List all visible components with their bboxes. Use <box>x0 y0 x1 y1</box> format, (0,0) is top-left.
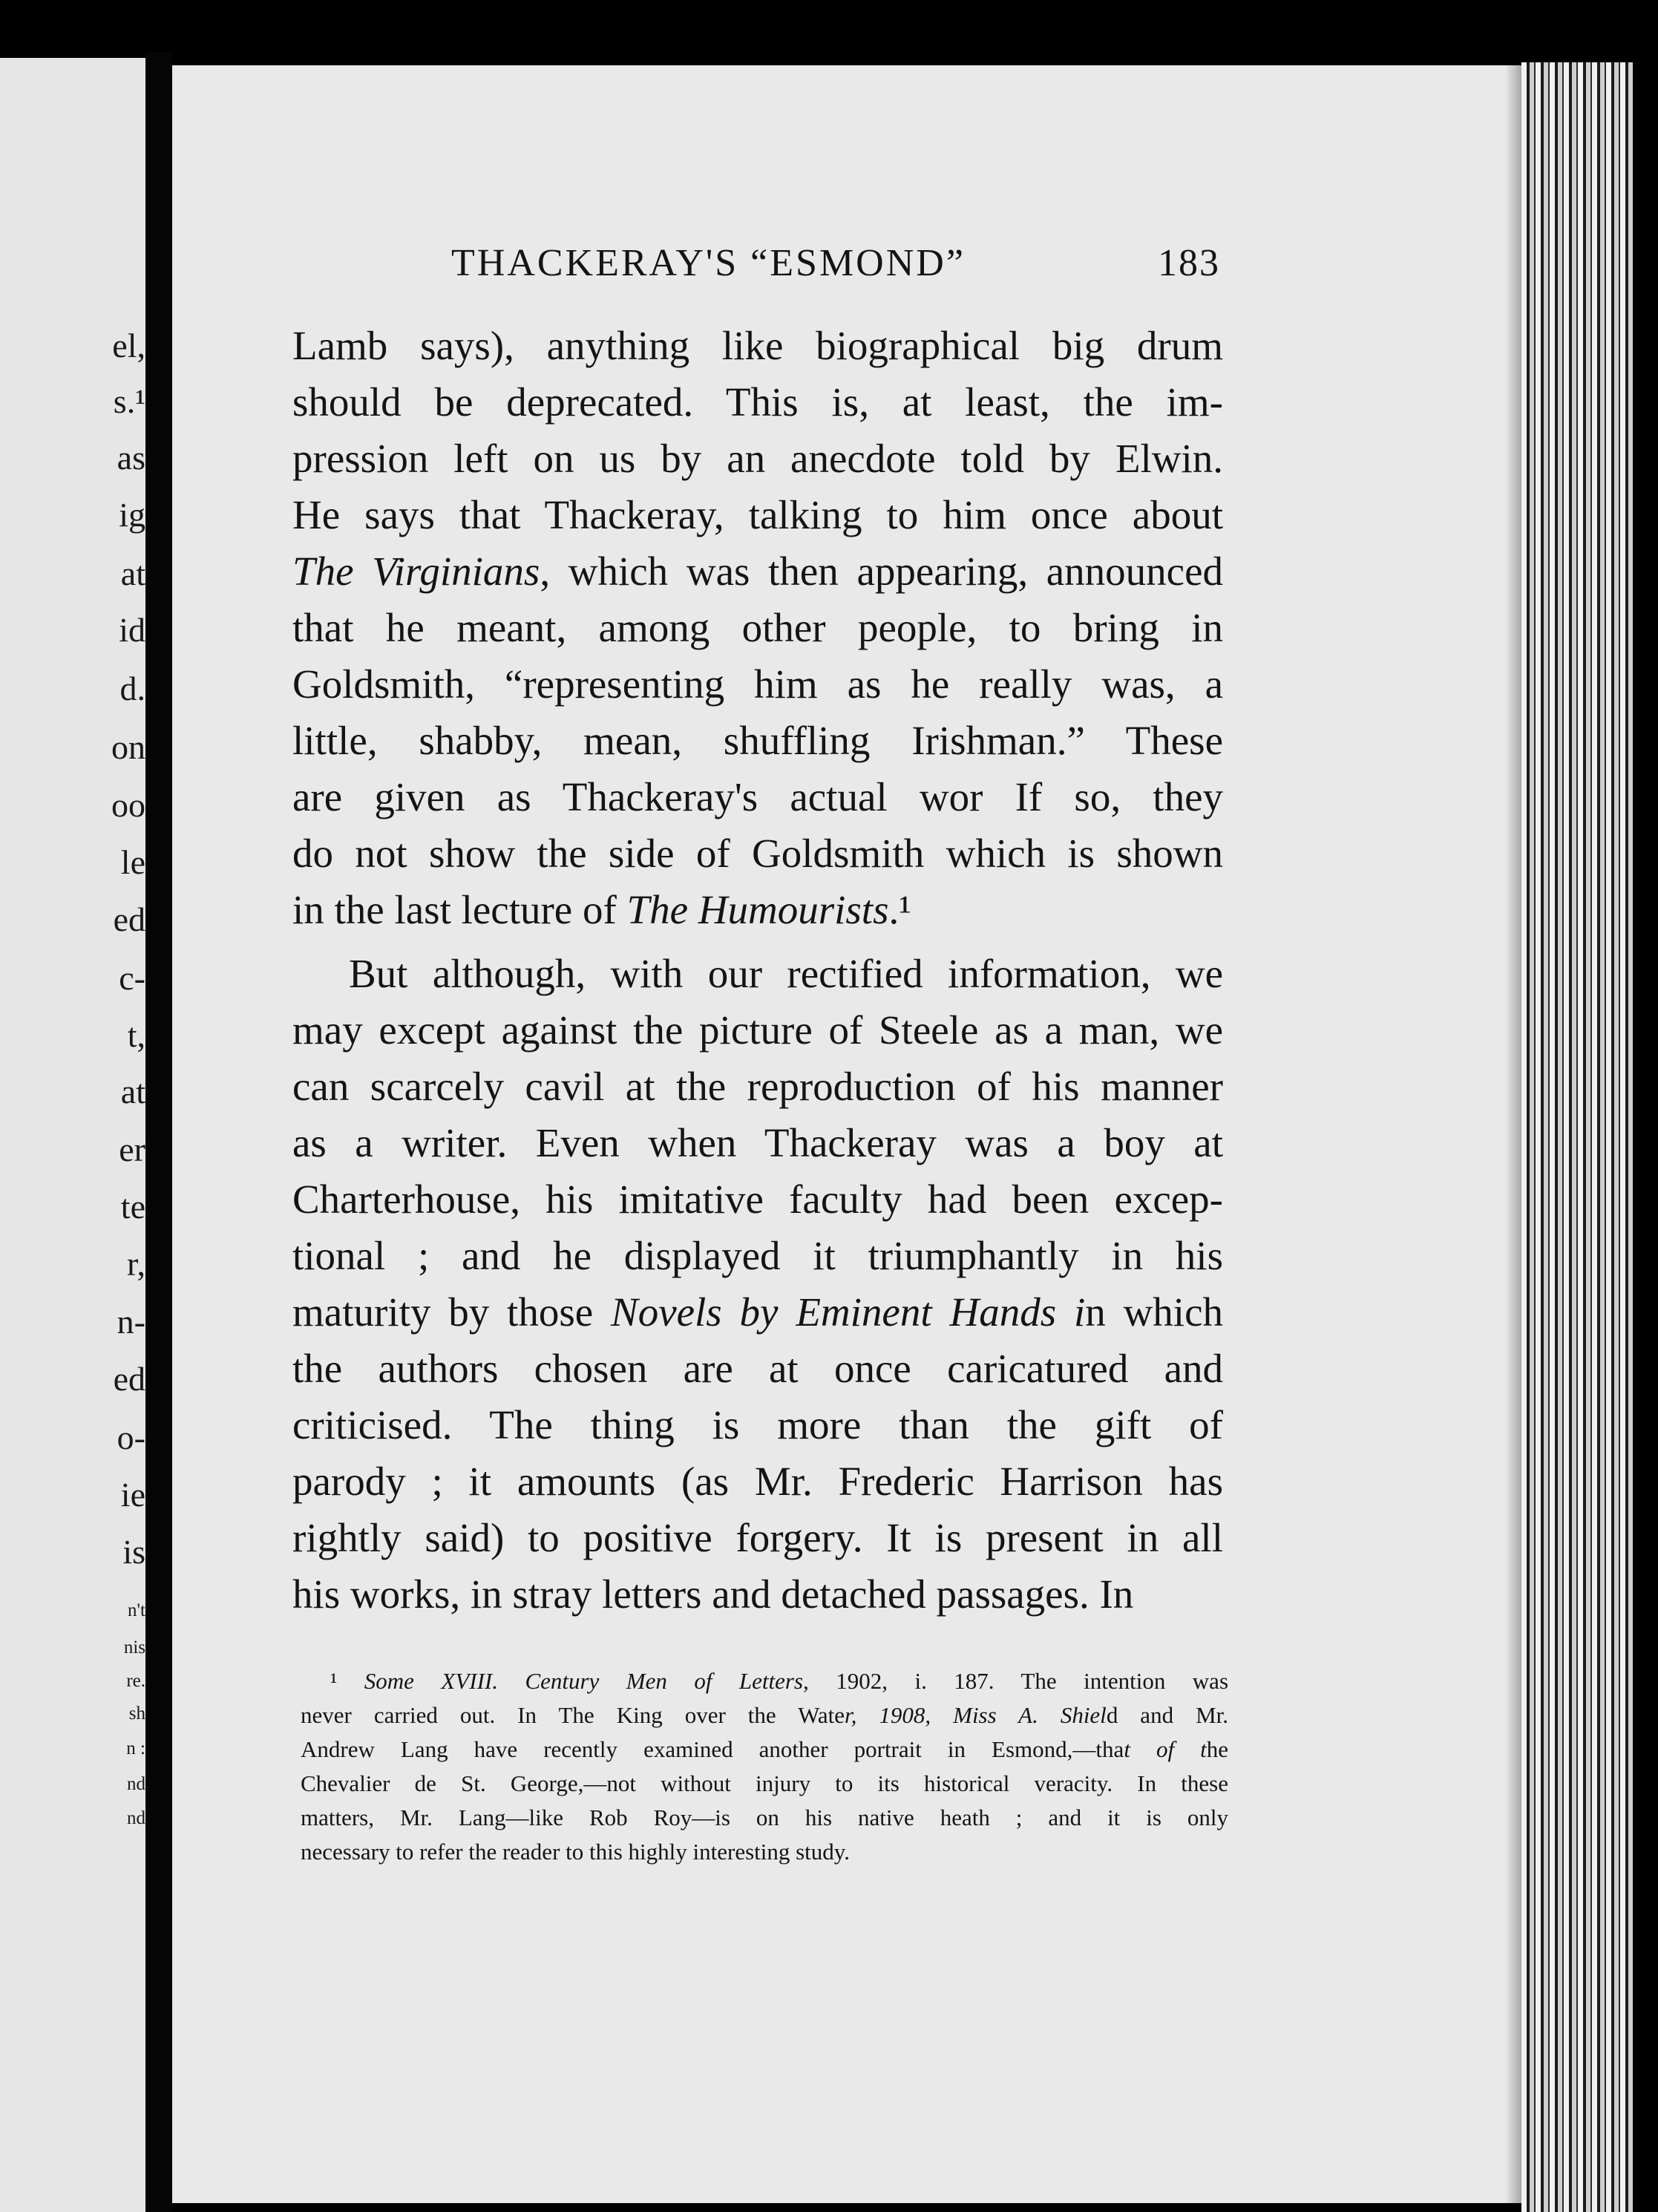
facing-page-fragment: n't <box>128 1600 145 1620</box>
facing-page-left <box>0 58 145 2212</box>
facing-page-fragment: re. <box>126 1671 145 1691</box>
facing-page-fragment: ig <box>119 496 145 534</box>
text-line: Lamb says), anything like biographical big drum <box>292 323 1223 368</box>
footnote-line: Chevalier de St. George,—not without injury to its historical veracity. In these <box>301 1770 1228 1796</box>
facing-page-fragment: o- <box>117 1419 145 1456</box>
footnote-line: necessary to refer the reader to this highly interesting study. <box>301 1839 851 1865</box>
text-line: pression left on us by an anecdote told by Elwin. <box>292 436 1223 481</box>
page-number: 183 <box>1158 242 1220 284</box>
text-line: the authors chosen are at once caricatured and <box>292 1346 1223 1391</box>
facing-page-fragment: oo <box>111 786 145 824</box>
facing-page-fragment: on <box>111 728 145 766</box>
facing-page-fragment: er <box>119 1130 145 1168</box>
facing-page-fragment: at <box>120 554 145 592</box>
text-line: do not show the side of Goldsmith which is shown <box>292 831 1223 876</box>
footnote-line: Andrew Lang have recently examined another portrait in Esmond,—that of the <box>301 1736 1229 1762</box>
facing-page-fragment: n : <box>126 1738 145 1758</box>
footnote-line: ¹ Some XVIII. Century Men of Letters, 1902, i. 187. The intention was <box>330 1668 1229 1694</box>
facing-page-fragment: c- <box>119 959 145 997</box>
facing-page-fragment: at <box>120 1073 145 1110</box>
facing-page-fragment: nd <box>127 1808 145 1828</box>
facing-page-fragment: el, <box>112 327 145 364</box>
text-line: that he meant, among other people, to bring in <box>292 605 1223 650</box>
text-line: little, shabby, mean, shuffling Irishman.” These <box>292 718 1223 763</box>
facing-page-fragment: ed <box>113 1360 145 1398</box>
text-line: Goldsmith, “representing him as he really was, a <box>292 661 1223 707</box>
footnote-line: never carried out. In The King over the Water, 1908, Miss A. Shield and Mr. <box>301 1702 1228 1728</box>
facing-page-fragment: nis <box>123 1637 145 1658</box>
text-line: Charterhouse, his imitative faculty had been excep- <box>292 1177 1223 1222</box>
facing-page-fragment: s.¹ <box>113 382 145 420</box>
text-line: in the last lecture of The Humourists.¹ <box>292 887 911 932</box>
text-line: criticised. The thing is more than the gift of <box>292 1402 1223 1447</box>
footnote-line: matters, Mr. Lang—like Rob Roy—is on his native heath ; and it is only <box>301 1804 1228 1830</box>
facing-page-fragment: is <box>122 1533 145 1571</box>
text-line: parody ; it amounts (as Mr. Frederic Harrison has <box>292 1459 1223 1504</box>
facing-page-fragment: n- <box>117 1303 145 1341</box>
facing-page-fragment: te <box>120 1188 145 1226</box>
facing-page-fragment: nd <box>127 1774 145 1794</box>
facing-page-fragment: t, <box>127 1016 145 1054</box>
text-line: rightly said) to positive forgery. It is present in all <box>292 1515 1223 1560</box>
text-line: The Virginians, which was then appearing, announced <box>292 549 1223 594</box>
facing-page-fragment: sh <box>128 1704 145 1724</box>
text-line: can scarcely cavil at the reproduction of his manner <box>292 1064 1223 1109</box>
text-line: as a writer. Even when Thackeray was a boy at <box>292 1120 1223 1165</box>
facing-page-fragment: ed <box>113 900 145 938</box>
facing-page-fragment: r, <box>127 1245 145 1283</box>
text-line: are given as Thackeray's actual wor If so, they <box>292 774 1223 819</box>
facing-page-fragment: ie <box>120 1476 145 1514</box>
text-line: tional ; and he displayed it triumphantly in his <box>292 1233 1223 1278</box>
facing-page-fragment: le <box>120 843 145 881</box>
book-gutter <box>145 52 172 2212</box>
facing-page-fragment: id <box>119 611 145 649</box>
text-line: He says that Thackeray, talking to him once about <box>292 492 1223 537</box>
text-line: But although, with our rectified information, we <box>349 951 1223 996</box>
text-line: should be deprecated. This is, at least, the im- <box>292 379 1223 425</box>
facing-page-fragment: d. <box>119 670 145 707</box>
facing-page-fragment: as <box>117 439 145 477</box>
text-line: maturity by those Novels by Eminent Hands in which <box>292 1289 1223 1335</box>
text-line: may except against the picture of Steele as a man, we <box>292 1007 1223 1053</box>
page-fore-edge <box>1521 62 1633 2212</box>
text-line: his works, in stray letters and detached passages. In <box>292 1571 1134 1617</box>
running-head: THACKERAY'S “ESMOND” <box>451 242 966 284</box>
